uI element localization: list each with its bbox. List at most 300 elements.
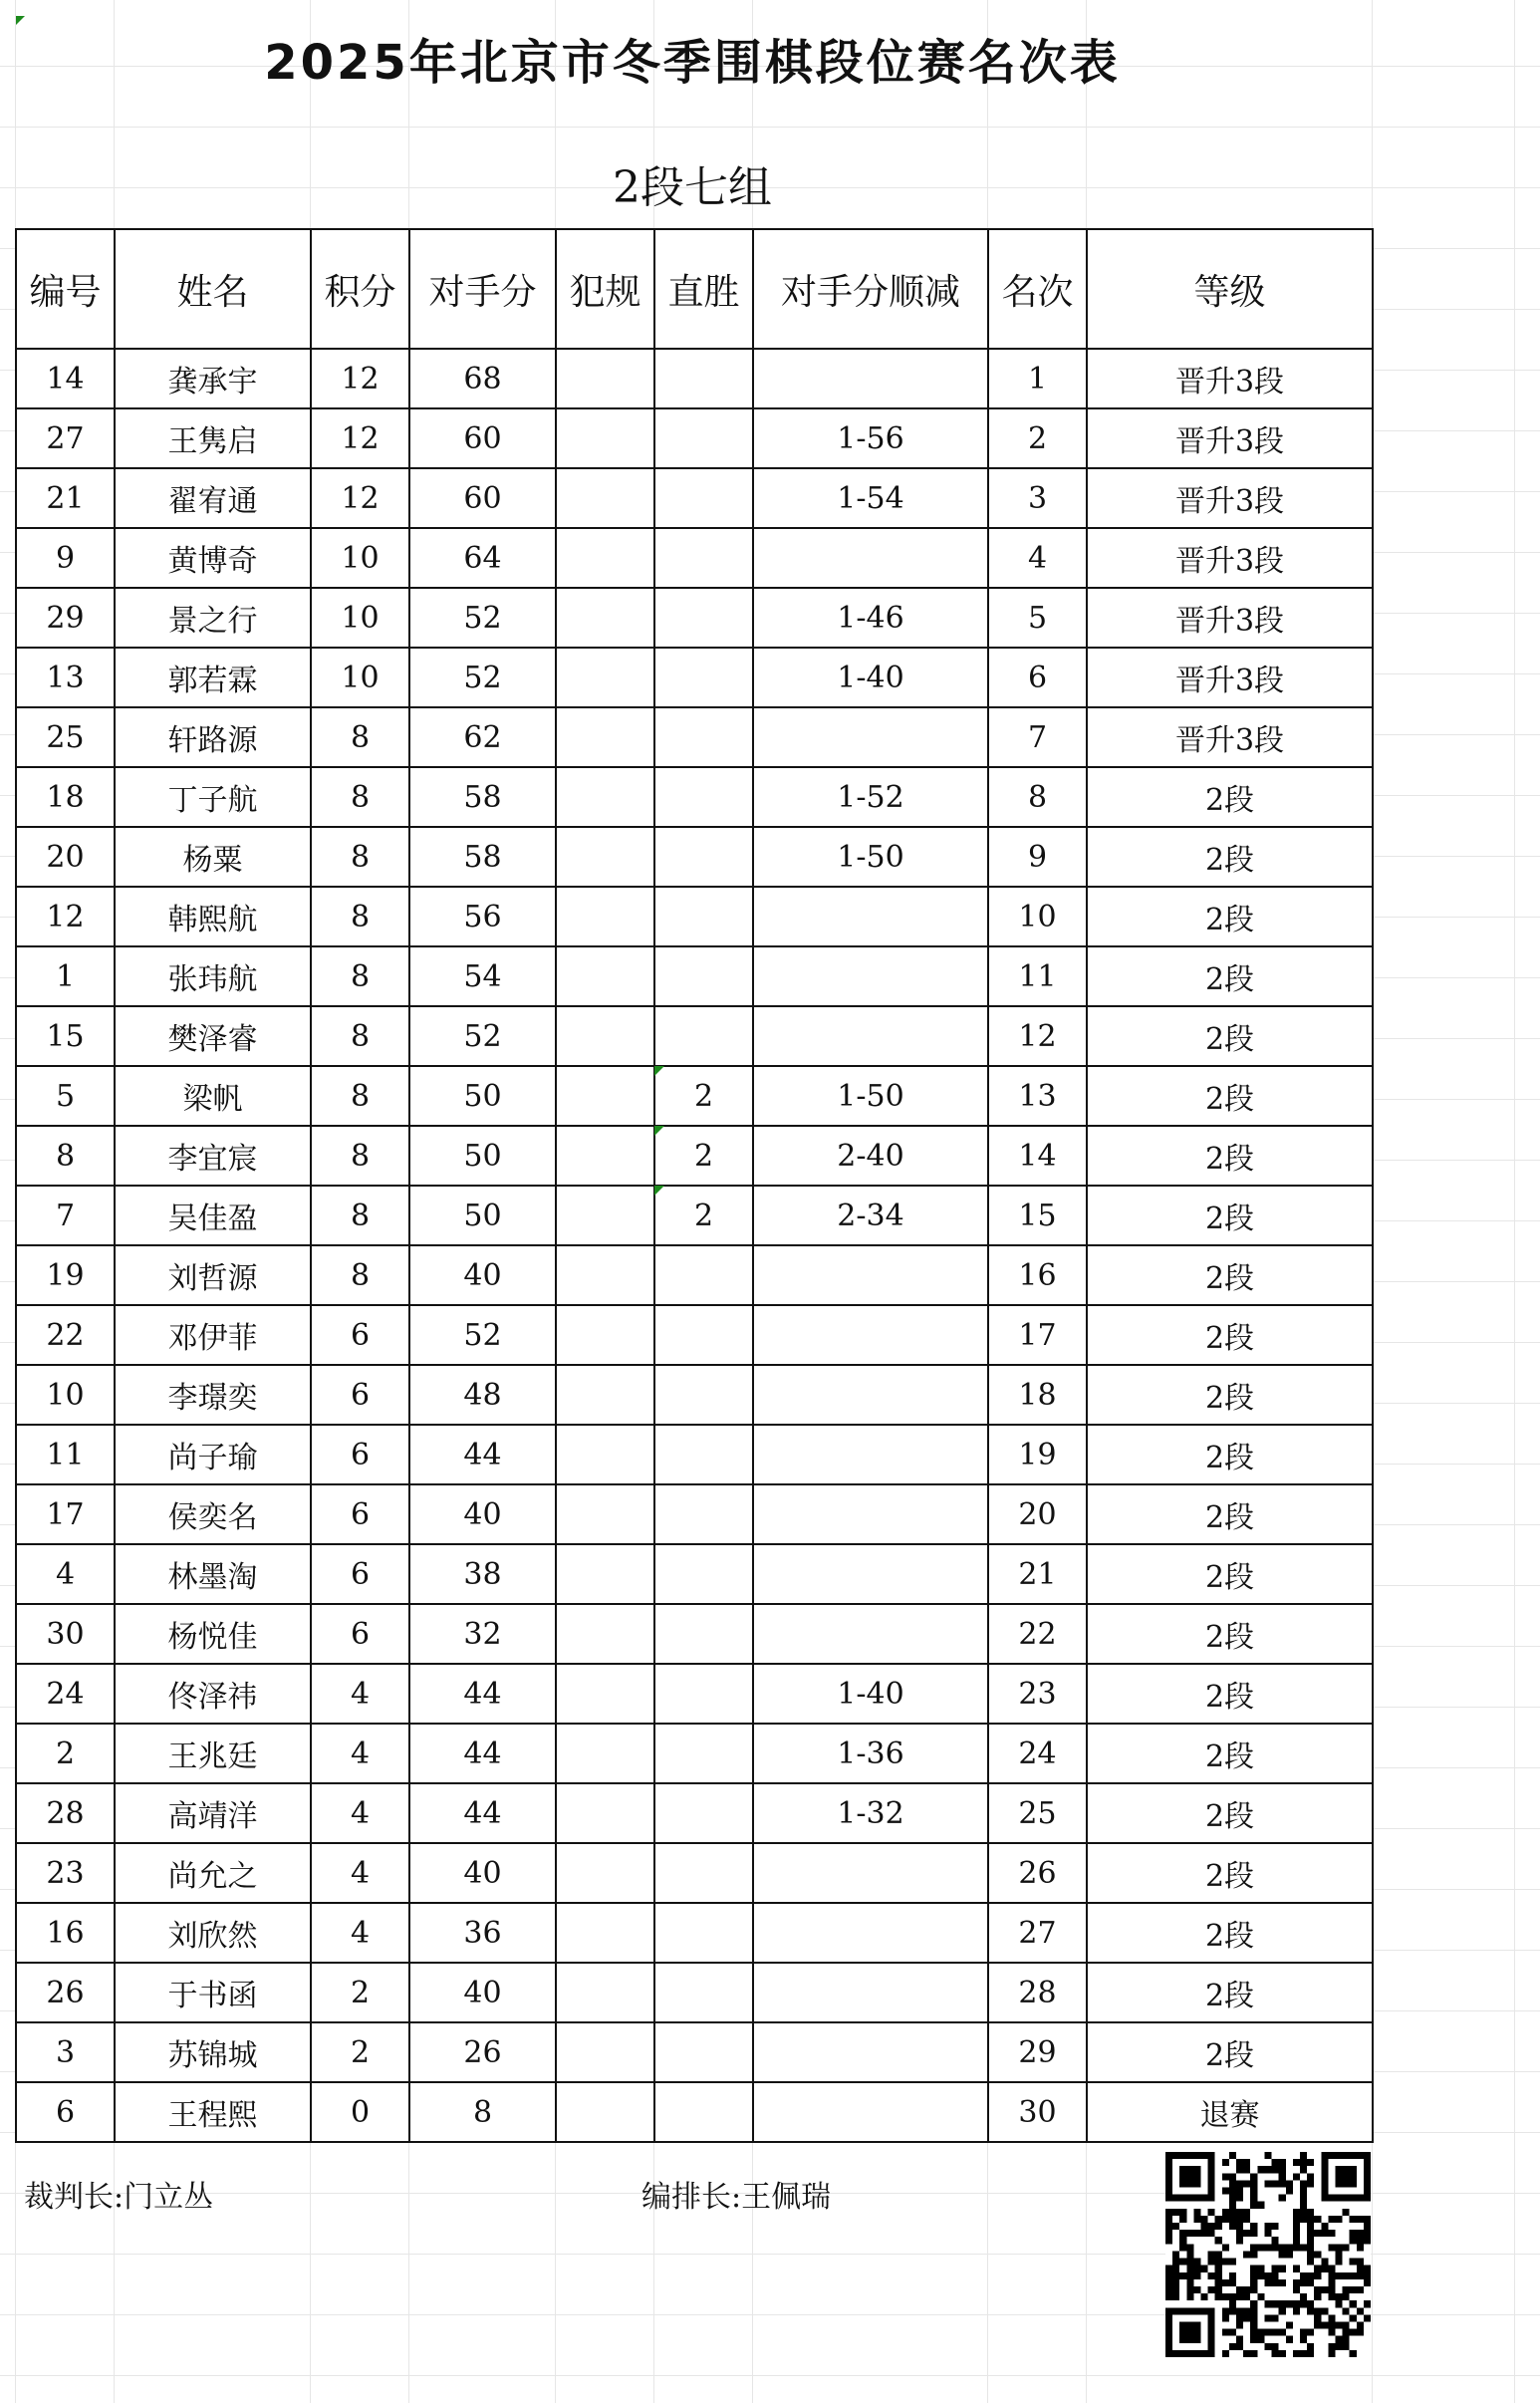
cell-foul[interactable] [556, 1843, 654, 1903]
cell-level[interactable]: 晋升3段 [1087, 588, 1373, 648]
cell-rank[interactable]: 18 [988, 1365, 1087, 1425]
table-row [16, 1783, 1373, 1843]
cell-id[interactable]: 25 [16, 707, 115, 767]
cell-id[interactable]: 1 [16, 946, 115, 1006]
cell-direct-win[interactable] [654, 707, 753, 767]
cell-score[interactable]: 2 [311, 1963, 409, 2022]
cell-opponent-score[interactable]: 50 [409, 1126, 556, 1186]
cell-id[interactable]: 30 [16, 1604, 115, 1664]
cell-name[interactable]: 尚子瑜 [115, 1425, 311, 1484]
cell-id[interactable]: 24 [16, 1664, 115, 1724]
cell-level[interactable]: 2段 [1087, 1245, 1373, 1305]
cell-direct-win[interactable] [654, 1843, 753, 1903]
cell-opponent-score[interactable]: 8 [409, 2082, 556, 2142]
cell-level[interactable]: 2段 [1087, 946, 1373, 1006]
cell-opponent-score[interactable]: 44 [409, 1783, 556, 1843]
cell-rank[interactable]: 15 [988, 1186, 1087, 1245]
cell-name[interactable]: 翟宥通 [115, 468, 311, 528]
cell-direct-win[interactable] [654, 1245, 753, 1305]
cell-opponent-score[interactable]: 26 [409, 2022, 556, 2082]
cell-tiebreak[interactable] [753, 2082, 988, 2142]
cell-foul[interactable] [556, 1544, 654, 1604]
table-row [16, 946, 1373, 1006]
cell-rank[interactable]: 29 [988, 2022, 1087, 2082]
cell-score[interactable]: 8 [311, 1006, 409, 1066]
cell-score[interactable]: 8 [311, 1186, 409, 1245]
cell-tiebreak[interactable] [753, 528, 988, 588]
cell-level[interactable]: 晋升3段 [1087, 528, 1373, 588]
cell-name[interactable]: 樊泽睿 [115, 1006, 311, 1066]
cell-tiebreak[interactable]: 1-32 [753, 1783, 988, 1843]
header-foul[interactable]: 犯规 [556, 229, 654, 349]
cell-level[interactable]: 2段 [1087, 2022, 1373, 2082]
cell-id[interactable]: 2 [16, 1724, 115, 1783]
cell-tiebreak[interactable] [753, 887, 988, 946]
header-name[interactable]: 姓名 [115, 229, 311, 349]
cell-score[interactable]: 2 [311, 2022, 409, 2082]
cell-opponent-score[interactable]: 44 [409, 1664, 556, 1724]
cell-foul[interactable] [556, 349, 654, 408]
cell-score[interactable]: 6 [311, 1305, 409, 1365]
cell-level[interactable]: 2段 [1087, 1365, 1373, 1425]
cell-foul[interactable] [556, 1365, 654, 1425]
cell-foul[interactable] [556, 468, 654, 528]
cell-score[interactable]: 8 [311, 946, 409, 1006]
cell-opponent-score[interactable]: 44 [409, 1425, 556, 1484]
cell-direct-win-value: 2 [693, 1138, 714, 1174]
cell-direct-win[interactable] [654, 2082, 753, 2142]
cell-opponent-score[interactable]: 64 [409, 528, 556, 588]
cell-score[interactable]: 8 [311, 827, 409, 887]
header-score[interactable]: 积分 [311, 229, 409, 349]
cell-tiebreak[interactable]: 1-52 [753, 767, 988, 827]
cell-foul[interactable] [556, 1425, 654, 1484]
cell-tiebreak[interactable]: 1-50 [753, 827, 988, 887]
cell-score[interactable]: 4 [311, 1724, 409, 1783]
cell-id[interactable]: 12 [16, 887, 115, 946]
cell-name[interactable]: 高靖洋 [115, 1783, 311, 1843]
header-level[interactable]: 等级 [1087, 229, 1373, 349]
cell-level[interactable]: 2段 [1087, 767, 1373, 827]
cell-tiebreak[interactable] [753, 1425, 988, 1484]
cell-foul[interactable] [556, 528, 654, 588]
cell-foul[interactable] [556, 648, 654, 707]
cell-foul[interactable] [556, 767, 654, 827]
cell-score[interactable]: 8 [311, 767, 409, 827]
cell-rank[interactable]: 12 [988, 1006, 1087, 1066]
cell-id[interactable]: 29 [16, 588, 115, 648]
cell-name[interactable]: 刘哲源 [115, 1245, 311, 1305]
cell-tiebreak[interactable]: 1-46 [753, 588, 988, 648]
cell-name[interactable]: 于书函 [115, 1963, 311, 2022]
cell-name[interactable]: 王兆廷 [115, 1724, 311, 1783]
cell-name[interactable]: 韩熙航 [115, 887, 311, 946]
cell-direct-win[interactable] [654, 1066, 753, 1126]
cell-opponent-score[interactable]: 50 [409, 1066, 556, 1126]
cell-foul[interactable] [556, 1484, 654, 1544]
table-row [16, 1604, 1373, 1664]
cell-rank[interactable]: 17 [988, 1305, 1087, 1365]
cell-score[interactable]: 8 [311, 1066, 409, 1126]
cell-direct-win[interactable] [654, 648, 753, 707]
table-row [16, 588, 1373, 648]
cell-foul[interactable] [556, 1186, 654, 1245]
cell-rank[interactable]: 24 [988, 1724, 1087, 1783]
cell-rank[interactable]: 10 [988, 887, 1087, 946]
cell-foul[interactable] [556, 1305, 654, 1365]
cell-tiebreak[interactable] [753, 1604, 988, 1664]
cell-tiebreak[interactable]: 2-40 [753, 1126, 988, 1186]
cell-foul[interactable] [556, 1604, 654, 1664]
cell-level[interactable]: 2段 [1087, 1783, 1373, 1843]
cell-rank[interactable]: 7 [988, 707, 1087, 767]
cell-foul[interactable] [556, 707, 654, 767]
cell-tiebreak[interactable] [753, 707, 988, 767]
cell-level[interactable]: 2段 [1087, 827, 1373, 887]
cell-score[interactable]: 12 [311, 349, 409, 408]
cell-direct-win[interactable] [654, 887, 753, 946]
cell-id[interactable]: 3 [16, 2022, 115, 2082]
cell-tiebreak[interactable] [753, 946, 988, 1006]
cell-level[interactable]: 2段 [1087, 887, 1373, 946]
cell-opponent-score[interactable]: 40 [409, 1484, 556, 1544]
cell-id[interactable]: 19 [16, 1245, 115, 1305]
cell-opponent-score[interactable]: 58 [409, 767, 556, 827]
cell-score[interactable]: 10 [311, 648, 409, 707]
cell-level[interactable]: 2段 [1087, 1604, 1373, 1664]
cell-score[interactable]: 8 [311, 1245, 409, 1305]
cell-opponent-score[interactable]: 38 [409, 1544, 556, 1604]
table-row [16, 1006, 1373, 1066]
cell-level[interactable]: 2段 [1087, 1544, 1373, 1604]
cell-name[interactable]: 苏锦城 [115, 2022, 311, 2082]
cell-rank[interactable]: 14 [988, 1126, 1087, 1186]
cell-tiebreak[interactable] [753, 1245, 988, 1305]
cell-level[interactable]: 2段 [1087, 1305, 1373, 1365]
cell-direct-win[interactable] [654, 1664, 753, 1724]
cell-tiebreak[interactable] [753, 1484, 988, 1544]
cell-name[interactable]: 丁子航 [115, 767, 311, 827]
cell-foul[interactable] [556, 2082, 654, 2142]
cell-foul[interactable] [556, 1664, 654, 1724]
table-row [16, 1903, 1373, 1963]
cell-direct-win[interactable] [654, 1724, 753, 1783]
cell-opponent-score[interactable]: 50 [409, 1186, 556, 1245]
cell-direct-win[interactable] [654, 1305, 753, 1365]
cell-rank[interactable]: 27 [988, 1903, 1087, 1963]
table-row [16, 1126, 1373, 1186]
cell-rank[interactable]: 8 [988, 767, 1087, 827]
cell-direct-win[interactable] [654, 1604, 753, 1664]
cell-level[interactable]: 2段 [1087, 1484, 1373, 1544]
cell-score[interactable]: 10 [311, 528, 409, 588]
cell-foul[interactable] [556, 1903, 654, 1963]
table-row [16, 1425, 1373, 1484]
cell-rank[interactable]: 6 [988, 648, 1087, 707]
cell-id[interactable]: 13 [16, 648, 115, 707]
cell-opponent-score[interactable]: 62 [409, 707, 556, 767]
cell-foul[interactable] [556, 408, 654, 468]
cell-foul[interactable] [556, 1066, 654, 1126]
table-row [16, 648, 1373, 707]
cell-foul[interactable] [556, 1245, 654, 1305]
cell-direct-win[interactable] [654, 408, 753, 468]
cell-id[interactable]: 20 [16, 827, 115, 887]
cell-name[interactable]: 邓伊菲 [115, 1305, 311, 1365]
cell-level[interactable]: 2段 [1087, 1963, 1373, 2022]
cell-rank[interactable]: 16 [988, 1245, 1087, 1305]
cell-opponent-score[interactable]: 54 [409, 946, 556, 1006]
cell-tiebreak[interactable]: 1-40 [753, 1664, 988, 1724]
cell-tiebreak[interactable] [753, 1305, 988, 1365]
cell-level[interactable]: 晋升3段 [1087, 349, 1373, 408]
table-row [16, 1305, 1373, 1365]
cell-opponent-score[interactable]: 56 [409, 887, 556, 946]
cell-level[interactable]: 2段 [1087, 1425, 1373, 1484]
table-row [16, 1724, 1373, 1783]
cell-id[interactable]: 15 [16, 1006, 115, 1066]
cell-id[interactable]: 21 [16, 468, 115, 528]
cell-id[interactable]: 18 [16, 767, 115, 827]
cell-rank[interactable]: 21 [988, 1544, 1087, 1604]
cell-score[interactable]: 6 [311, 1365, 409, 1425]
cell-direct-win[interactable] [654, 528, 753, 588]
table-row [16, 1963, 1373, 2022]
cell-direct-win[interactable] [654, 767, 753, 827]
cell-foul[interactable] [556, 1963, 654, 2022]
cell-foul[interactable] [556, 588, 654, 648]
cell-name[interactable]: 杨悦佳 [115, 1604, 311, 1664]
cell-tiebreak[interactable] [753, 1843, 988, 1903]
cell-id[interactable]: 7 [16, 1186, 115, 1245]
cell-name[interactable]: 李宜宸 [115, 1126, 311, 1186]
cell-foul[interactable] [556, 1724, 654, 1783]
arranger-label: 编排长:王佩瑞 [642, 2180, 832, 2215]
cell-opponent-score[interactable]: 52 [409, 648, 556, 707]
cell-foul[interactable] [556, 2022, 654, 2082]
cell-level[interactable]: 晋升3段 [1087, 468, 1373, 528]
cell-name[interactable]: 侯奕名 [115, 1484, 311, 1544]
cell-level[interactable]: 2段 [1087, 1186, 1373, 1245]
cell-tiebreak[interactable]: 2-34 [753, 1186, 988, 1245]
cell-direct-win[interactable] [654, 1544, 753, 1604]
cell-tiebreak[interactable]: 1-36 [753, 1724, 988, 1783]
cell-opponent-score[interactable]: 40 [409, 1843, 556, 1903]
cell-direct-win[interactable] [654, 2022, 753, 2082]
cell-foul[interactable] [556, 1783, 654, 1843]
cell-rank[interactable]: 22 [988, 1604, 1087, 1664]
cell-rank[interactable]: 11 [988, 946, 1087, 1006]
cell-foul[interactable] [556, 946, 654, 1006]
cell-rank[interactable]: 3 [988, 468, 1087, 528]
cell-tiebreak[interactable] [753, 1365, 988, 1425]
cell-level[interactable]: 2段 [1087, 1724, 1373, 1783]
cell-name[interactable]: 林墨淘 [115, 1544, 311, 1604]
cell-score[interactable]: 8 [311, 707, 409, 767]
cell-opponent-score[interactable]: 40 [409, 1963, 556, 2022]
cell-tiebreak[interactable] [753, 349, 988, 408]
cell-rank[interactable]: 9 [988, 827, 1087, 887]
cell-opponent-score[interactable]: 48 [409, 1365, 556, 1425]
cell-opponent-score[interactable]: 68 [409, 349, 556, 408]
cell-opponent-score[interactable]: 58 [409, 827, 556, 887]
cell-score[interactable]: 0 [311, 2082, 409, 2142]
cell-foul[interactable] [556, 827, 654, 887]
cell-rank[interactable]: 2 [988, 408, 1087, 468]
cell-score[interactable]: 8 [311, 1126, 409, 1186]
header-rank[interactable]: 名次 [988, 229, 1087, 349]
cell-id[interactable]: 8 [16, 1126, 115, 1186]
cell-tiebreak[interactable]: 1-40 [753, 648, 988, 707]
cell-id[interactable]: 16 [16, 1903, 115, 1963]
cell-name[interactable]: 龚承宇 [115, 349, 311, 408]
cell-rank[interactable]: 1 [988, 349, 1087, 408]
cell-score[interactable]: 6 [311, 1544, 409, 1604]
cell-score[interactable]: 12 [311, 468, 409, 528]
cell-name[interactable]: 张玮航 [115, 946, 311, 1006]
cell-score[interactable]: 10 [311, 588, 409, 648]
cell-name[interactable]: 王程熙 [115, 2082, 311, 2142]
cell-score[interactable]: 12 [311, 408, 409, 468]
cell-name[interactable]: 梁帆 [115, 1066, 311, 1126]
cell-score[interactable]: 6 [311, 1425, 409, 1484]
cell-foul[interactable] [556, 887, 654, 946]
cell-name[interactable]: 吴佳盈 [115, 1186, 311, 1245]
cell-tiebreak[interactable] [753, 2022, 988, 2082]
cell-rank[interactable]: 4 [988, 528, 1087, 588]
cell-id[interactable]: 22 [16, 1305, 115, 1365]
cell-rank[interactable]: 25 [988, 1783, 1087, 1843]
cell-direct-win[interactable] [654, 1783, 753, 1843]
cell-direct-win[interactable] [654, 349, 753, 408]
cell-tiebreak[interactable] [753, 1963, 988, 2022]
cell-name[interactable]: 李璟奕 [115, 1365, 311, 1425]
cell-opponent-score[interactable]: 44 [409, 1724, 556, 1783]
qr-code-icon[interactable] [1165, 2152, 1371, 2357]
cell-tiebreak[interactable]: 1-50 [753, 1066, 988, 1126]
cell-id[interactable]: 23 [16, 1843, 115, 1903]
cell-score[interactable]: 6 [311, 1484, 409, 1544]
cell-direct-win[interactable] [654, 1903, 753, 1963]
cell-id[interactable]: 17 [16, 1484, 115, 1544]
cell-tiebreak[interactable] [753, 1544, 988, 1604]
cell-foul[interactable] [556, 1126, 654, 1186]
cell-opponent-score[interactable]: 40 [409, 1245, 556, 1305]
cell-direct-win[interactable] [654, 468, 753, 528]
cell-direct-win[interactable] [654, 1963, 753, 2022]
header-direct-win[interactable]: 直胜 [654, 229, 753, 349]
cell-name[interactable]: 黄博奇 [115, 528, 311, 588]
cell-name[interactable]: 王隽启 [115, 408, 311, 468]
cell-name[interactable]: 刘欣然 [115, 1903, 311, 1963]
cell-score[interactable]: 4 [311, 1903, 409, 1963]
cell-id[interactable]: 10 [16, 1365, 115, 1425]
cell-score[interactable]: 4 [311, 1843, 409, 1903]
table-row [16, 2022, 1373, 2082]
cell-direct-win[interactable] [654, 946, 753, 1006]
cell-level[interactable]: 2段 [1087, 1664, 1373, 1724]
table-row [16, 1544, 1373, 1604]
cell-name[interactable]: 景之行 [115, 588, 311, 648]
cell-level[interactable]: 退赛 [1087, 2082, 1373, 2142]
cell-rank[interactable]: 30 [988, 2082, 1087, 2142]
cell-opponent-score[interactable]: 60 [409, 468, 556, 528]
cell-level[interactable]: 2段 [1087, 1843, 1373, 1903]
cell-name[interactable]: 郭若霖 [115, 648, 311, 707]
cell-rank[interactable]: 20 [988, 1484, 1087, 1544]
cell-opponent-score[interactable]: 52 [409, 588, 556, 648]
ranking-table [15, 228, 1374, 2143]
cell-level[interactable]: 晋升3段 [1087, 707, 1373, 767]
cell-tiebreak[interactable]: 1-56 [753, 408, 988, 468]
cell-direct-win[interactable] [654, 1006, 753, 1066]
cell-direct-win[interactable] [654, 1425, 753, 1484]
header-opponent-score[interactable]: 对手分 [409, 229, 556, 349]
table-row [16, 528, 1373, 588]
cell-id[interactable]: 5 [16, 1066, 115, 1126]
cell-direct-win[interactable] [654, 1126, 753, 1186]
cell-id[interactable]: 4 [16, 1544, 115, 1604]
cell-level[interactable]: 2段 [1087, 1126, 1373, 1186]
cell-name[interactable]: 轩路源 [115, 707, 311, 767]
cell-id[interactable]: 6 [16, 2082, 115, 2142]
cell-id[interactable]: 28 [16, 1783, 115, 1843]
table-row [16, 767, 1373, 827]
cell-id[interactable]: 11 [16, 1425, 115, 1484]
header-id[interactable]: 编号 [16, 229, 115, 349]
cell-level[interactable]: 2段 [1087, 1006, 1373, 1066]
cell-foul[interactable] [556, 1006, 654, 1066]
header-tiebreak[interactable]: 对手分顺减 [753, 229, 988, 349]
cell-tiebreak[interactable]: 1-54 [753, 468, 988, 528]
cell-rank[interactable]: 26 [988, 1843, 1087, 1903]
cell-opponent-score[interactable]: 32 [409, 1604, 556, 1664]
cell-score[interactable]: 4 [311, 1783, 409, 1843]
cell-id[interactable]: 27 [16, 408, 115, 468]
cell-name[interactable]: 杨粟 [115, 827, 311, 887]
cell-direct-win[interactable] [654, 1484, 753, 1544]
table-row [16, 827, 1373, 887]
cell-name[interactable]: 佟泽祎 [115, 1664, 311, 1724]
cell-tiebreak[interactable] [753, 1006, 988, 1066]
cell-rank[interactable]: 23 [988, 1664, 1087, 1724]
cell-id[interactable]: 26 [16, 1963, 115, 2022]
cell-tiebreak[interactable] [753, 1903, 988, 1963]
cell-score[interactable]: 8 [311, 887, 409, 946]
cell-level[interactable]: 晋升3段 [1087, 648, 1373, 707]
cell-direct-win[interactable] [654, 1186, 753, 1245]
cell-direct-win[interactable] [654, 1365, 753, 1425]
cell-direct-win[interactable] [654, 588, 753, 648]
cell-score[interactable]: 6 [311, 1604, 409, 1664]
cell-rank[interactable]: 28 [988, 1963, 1087, 2022]
cell-score[interactable]: 4 [311, 1664, 409, 1724]
cell-id[interactable]: 9 [16, 528, 115, 588]
cell-direct-win[interactable] [654, 827, 753, 887]
cell-rank[interactable]: 13 [988, 1066, 1087, 1126]
cell-id[interactable]: 14 [16, 349, 115, 408]
cell-opponent-score[interactable]: 60 [409, 408, 556, 468]
cell-level[interactable]: 2段 [1087, 1903, 1373, 1963]
cell-level[interactable]: 晋升3段 [1087, 408, 1373, 468]
cell-rank[interactable]: 19 [988, 1425, 1087, 1484]
cell-opponent-score[interactable]: 52 [409, 1305, 556, 1365]
cell-name[interactable]: 尚允之 [115, 1843, 311, 1903]
cell-opponent-score[interactable]: 36 [409, 1903, 556, 1963]
cell-rank[interactable]: 5 [988, 588, 1087, 648]
cell-level[interactable]: 2段 [1087, 1066, 1373, 1126]
cell-opponent-score[interactable]: 52 [409, 1006, 556, 1066]
